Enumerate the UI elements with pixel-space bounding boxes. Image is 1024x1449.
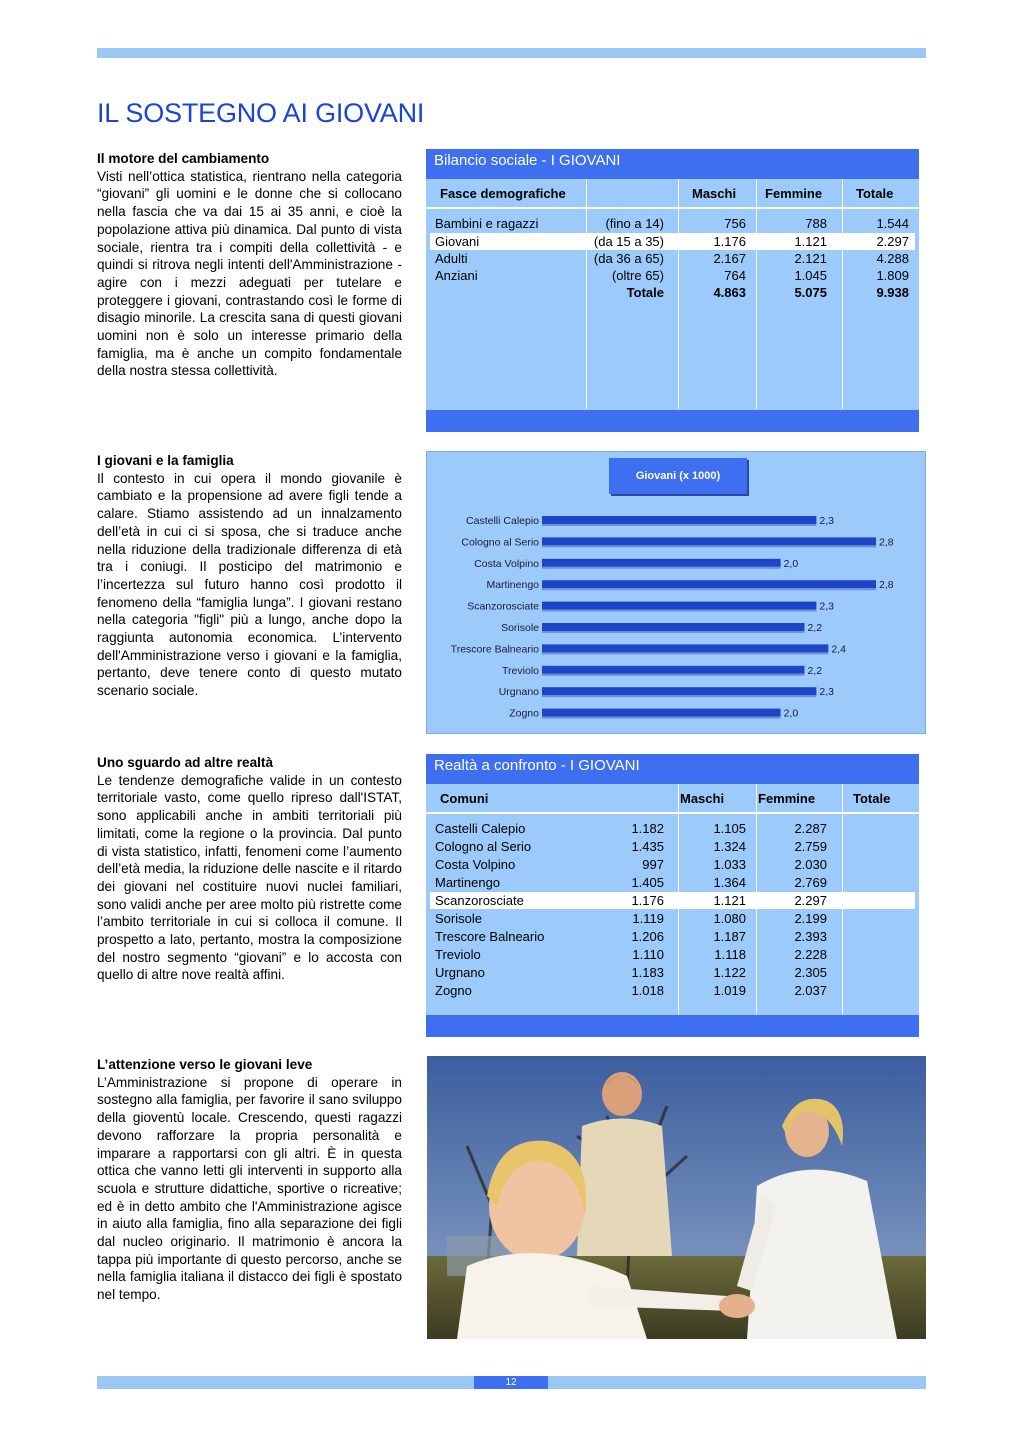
cell-femmine: 1.080 <box>713 911 746 926</box>
category-label: Sorisole <box>501 622 539 634</box>
table-row <box>430 838 915 855</box>
cell-totale: 2.228 <box>794 947 827 962</box>
cell-comune: Trescore Balneario <box>435 929 545 944</box>
cell-maschi: 997 <box>642 857 664 872</box>
cell-femmine: 1.121 <box>794 234 827 249</box>
cell-totale: 2.305 <box>794 965 827 980</box>
bar <box>542 537 876 545</box>
col-header-femmine: Femmine <box>758 791 816 806</box>
cell-femmine: 1.324 <box>713 839 746 854</box>
cell-totale: 2.287 <box>794 821 827 836</box>
chart-plot <box>427 452 925 733</box>
cell-comune: Martinengo <box>435 875 501 890</box>
section-heading: Il motore del cambiamento <box>97 151 270 166</box>
table-footer-bar <box>426 1015 919 1037</box>
cell-comune: Cologno al Serio <box>435 839 532 854</box>
cell-femmine: 1.045 <box>794 268 827 283</box>
table-footer-bar <box>426 410 919 432</box>
cell-totale: 2.030 <box>794 857 827 872</box>
table-row <box>430 964 915 981</box>
section-heading: I giovani e la famiglia <box>97 453 234 468</box>
col-header-totale: Totale <box>856 186 894 201</box>
header-divider <box>426 812 919 814</box>
cell-maschi: 1.110 <box>632 947 664 962</box>
bar <box>542 580 876 588</box>
cell-maschi: 756 <box>724 216 746 231</box>
cell-totale: 2.297 <box>794 893 827 908</box>
col-header-comuni: Comuni <box>440 791 489 806</box>
category-label: Scanzorosciate <box>467 600 539 613</box>
category-label: Zogno <box>509 707 539 720</box>
cell-maschi: 4.863 <box>713 285 746 300</box>
value-label: 2,2 <box>807 664 823 677</box>
cell-maschi: 1.182 <box>631 821 664 836</box>
bar-shadow <box>542 652 828 654</box>
cell-totale: 2.759 <box>794 839 827 854</box>
cell-femmine: 1.105 <box>713 821 746 836</box>
bar-shadow <box>542 610 816 612</box>
table-row <box>430 928 915 945</box>
table-total-row <box>430 284 915 301</box>
cell-totale: 1.544 <box>876 216 909 231</box>
bar-shadow <box>542 631 804 633</box>
table-row <box>430 820 915 837</box>
cell-femmine: 1.019 <box>713 983 746 998</box>
cell-range: (da 36 a 65) <box>593 251 664 266</box>
category-label: Costa Volpino <box>474 557 539 570</box>
cell-fascia: Bambini e ragazzi <box>435 216 539 231</box>
value-label: 2,0 <box>783 707 799 720</box>
cell-comune: Scanzorosciate <box>435 893 524 908</box>
table-title: Bilancio sociale - I GIOVANI <box>426 149 919 179</box>
cell-comune: Treviolo <box>435 947 481 962</box>
bar-shadow <box>542 588 876 590</box>
value-label: 2,2 <box>807 622 823 634</box>
bar <box>542 644 828 652</box>
table-row <box>430 982 915 999</box>
value-label: 2,8 <box>879 579 894 592</box>
table-row-highlighted <box>430 892 915 909</box>
section-giovani-leve <box>97 1056 402 1304</box>
table-row-highlighted <box>430 233 915 250</box>
cell-totale: 4.288 <box>876 251 909 266</box>
bar <box>542 516 816 524</box>
cell-comune: Costa Volpino <box>435 857 516 872</box>
bar <box>542 602 816 610</box>
cell-totale: 1.809 <box>876 268 909 283</box>
cell-maschi: 1.119 <box>632 911 664 926</box>
section-altre-realta <box>97 754 402 984</box>
cell-femmine: 2.121 <box>794 251 827 266</box>
cell-comune: Zogno <box>435 983 472 998</box>
cell-femmine: 788 <box>805 216 827 231</box>
cell-fascia: Adulti <box>435 251 468 266</box>
category-label: Castelli Calepio <box>466 515 539 527</box>
category-label: Trescore Balneario <box>450 643 539 656</box>
section-famiglia <box>97 452 402 700</box>
bar <box>542 666 804 674</box>
cell-totale: 2.769 <box>794 875 827 890</box>
chart-giovani <box>426 451 926 734</box>
table-row <box>430 946 915 963</box>
table-row <box>430 215 915 232</box>
cell-range: (oltre 65) <box>611 268 664 283</box>
cell-femmine: 1.122 <box>713 965 746 980</box>
cell-maschi: 764 <box>724 268 746 283</box>
bar-shadow <box>542 695 816 697</box>
cell-femmine: 1.033 <box>713 857 746 872</box>
value-label: 2,3 <box>819 515 834 527</box>
value-label: 2,3 <box>819 600 834 613</box>
cell-maschi: 1.018 <box>631 983 664 998</box>
cell-fascia: Giovani <box>435 234 480 249</box>
table-title: Realtà a confronto - I GIOVANI <box>426 754 919 784</box>
cell-totale: 9.938 <box>876 285 909 300</box>
col-header-femmine: Femmine <box>765 186 823 201</box>
table-realta-confronto <box>426 754 919 1037</box>
section-motore <box>97 150 402 380</box>
bar <box>542 559 781 567</box>
family-photo <box>427 1056 926 1339</box>
top-decorative-bar <box>97 48 926 58</box>
category-label: Treviolo <box>502 664 539 677</box>
value-label: 2,3 <box>819 686 834 699</box>
cell-maschi: 1.183 <box>631 965 664 980</box>
value-label: 2,8 <box>879 536 894 549</box>
cell-totale: 2.199 <box>794 911 827 926</box>
cell-range: (da 15 a 35) <box>593 234 664 249</box>
bar-shadow <box>542 567 781 569</box>
category-label: Urgnano <box>498 686 539 699</box>
cell-totale: 2.037 <box>794 983 827 998</box>
section-heading: L’attenzione verso le giovani leve <box>97 1057 313 1072</box>
col-header-maschi: Maschi <box>692 186 737 201</box>
section-text: L’Amministrazione si propone di operare in sostegno alla famiglia, per favorire il sano sviluppo della gioventù locale. Crescendo, questi ragazzi devono rafforzare la propria personalità e imparare a rapportarsi con gli altri. È in questa ottica che vanno letti gli interventi in supporto alla scuola e strutture didattiche, sportive o ricreative; ed è in detto ambito che l'Amministrazione agisce in aiuto alla famiglia, fino alla separazione dei figli dal nucleo originario. Il matrimonio è ancora la tappa più importante di questo percorso, anche se nella famiglia italiana il distacco dei figli è spostato nel tempo. <box>97 1074 402 1303</box>
bar-shadow <box>542 717 781 719</box>
cell-maschi: 1.435 <box>631 839 664 854</box>
value-label: 2,4 <box>831 643 846 656</box>
cell-maschi: 1.176 <box>713 234 746 249</box>
table-row <box>430 874 915 891</box>
cell-total-label: Totale <box>626 285 664 300</box>
section-text: Le tendenze demografiche valide in un contesto territoriale vasto, come quello ripreso dall'ISTAT, sono applicabili anche in ambiti territoriali più limitati, come la regione o la provincia. Dal punto di vista statistico, infatti, fenomeni come l’aumento dell’età media, la riduzione delle nascite e il ritardo dei giovani nel costituire nuovi nuclei familiari, sono validi anche per aree molto più ristrette come l’ambito territoriale in cui si colloca il comune. Il prospetto a lato, pertanto, mostra la composizione del nostro segmento “giovani” e lo accosta con quello di altre nove realtà affini. <box>97 772 402 983</box>
cell-totale: 2.297 <box>876 234 909 249</box>
cell-femmine: 1.187 <box>713 929 746 944</box>
table-row <box>430 910 915 927</box>
bar <box>542 623 804 631</box>
table-bilancio-sociale <box>426 149 919 432</box>
cell-femmine: 1.364 <box>713 875 746 890</box>
cell-femmine: 1.118 <box>714 947 746 962</box>
section-heading: Uno sguardo ad altre realtà <box>97 755 274 770</box>
cell-maschi: 2.167 <box>713 251 746 266</box>
cell-maschi: 1.206 <box>631 929 664 944</box>
section-text: Il contesto in cui opera il mondo giovanile è cambiato e la propensione ad avere figli tende a calare. Stiamo assistendo ad un innalzamento dell’età in cui ci si sposa, che si traduce anche nella riduzione della tradizionale differenza di età tra i coniugi. Il posticipo del matrimonio e l’incertezza sul futuro hanno così prodotto il fenomeno della “famiglia lunga”. I giovani restano nella categoria "figli" più a lungo, anche dopo la raggiunta autonomia economica. L’intervento dell'Amministrazione verso i giovani e la famiglia, pertanto, deve tenere conto di questo mutato scenario sociale. <box>97 470 402 699</box>
category-label: Martinengo <box>486 579 539 592</box>
cell-comune: Castelli Calepio <box>435 821 526 836</box>
page-number: 12 <box>474 1376 548 1389</box>
cell-comune: Urgnano <box>435 965 485 980</box>
cell-totale: 2.393 <box>794 929 827 944</box>
cell-femmine: 1.121 <box>713 893 746 908</box>
table-row <box>430 856 915 873</box>
table-row <box>430 267 915 284</box>
bar-shadow <box>542 674 804 676</box>
chart-title: Giovani (x 1000) <box>609 458 747 494</box>
bar-shadow <box>542 545 876 547</box>
col-header-fasce: Fasce demografiche <box>440 186 566 201</box>
cell-femmine: 5.075 <box>794 285 827 300</box>
cell-comune: Sorisole <box>435 911 482 926</box>
category-label: Cologno al Serio <box>461 536 539 549</box>
bar <box>542 709 781 717</box>
bar-shadow <box>542 524 816 526</box>
table-row <box>430 250 915 267</box>
section-text: Visti nell’ottica statistica, rientrano nella categoria “giovani” gli uomini e le donne che si collocano nella fascia che va dai 15 ai 35 anni, e cioè la popolazione attiva più dinamica. Dal punto di vista sociale, rientra tra i compiti della collettività - e quindi si ritrova negli intenti dell'Amministrazione - agire con i mezzi adeguati per tutelare e proteggere i giovani, contrastando così le forme di disagio minorile. La crescita sana di questi giovani uomini non è solo un interesse primario della famiglia, ma è anche un compito fondamentale della nostra stessa collettività. <box>97 168 402 379</box>
cell-fascia: Anziani <box>435 268 478 283</box>
family-photo-illustration <box>427 1056 926 1339</box>
bar <box>542 687 816 695</box>
value-label: 2,0 <box>783 557 799 570</box>
col-header-totale: Totale <box>853 791 891 806</box>
cell-maschi: 1.405 <box>631 875 664 890</box>
header-divider <box>426 207 919 209</box>
col-header-maschi: Maschi <box>680 791 725 806</box>
page-title: IL SOSTEGNO AI GIOVANI <box>97 98 425 128</box>
cell-range: (fino a 14) <box>605 216 664 231</box>
cell-maschi: 1.176 <box>631 893 664 908</box>
